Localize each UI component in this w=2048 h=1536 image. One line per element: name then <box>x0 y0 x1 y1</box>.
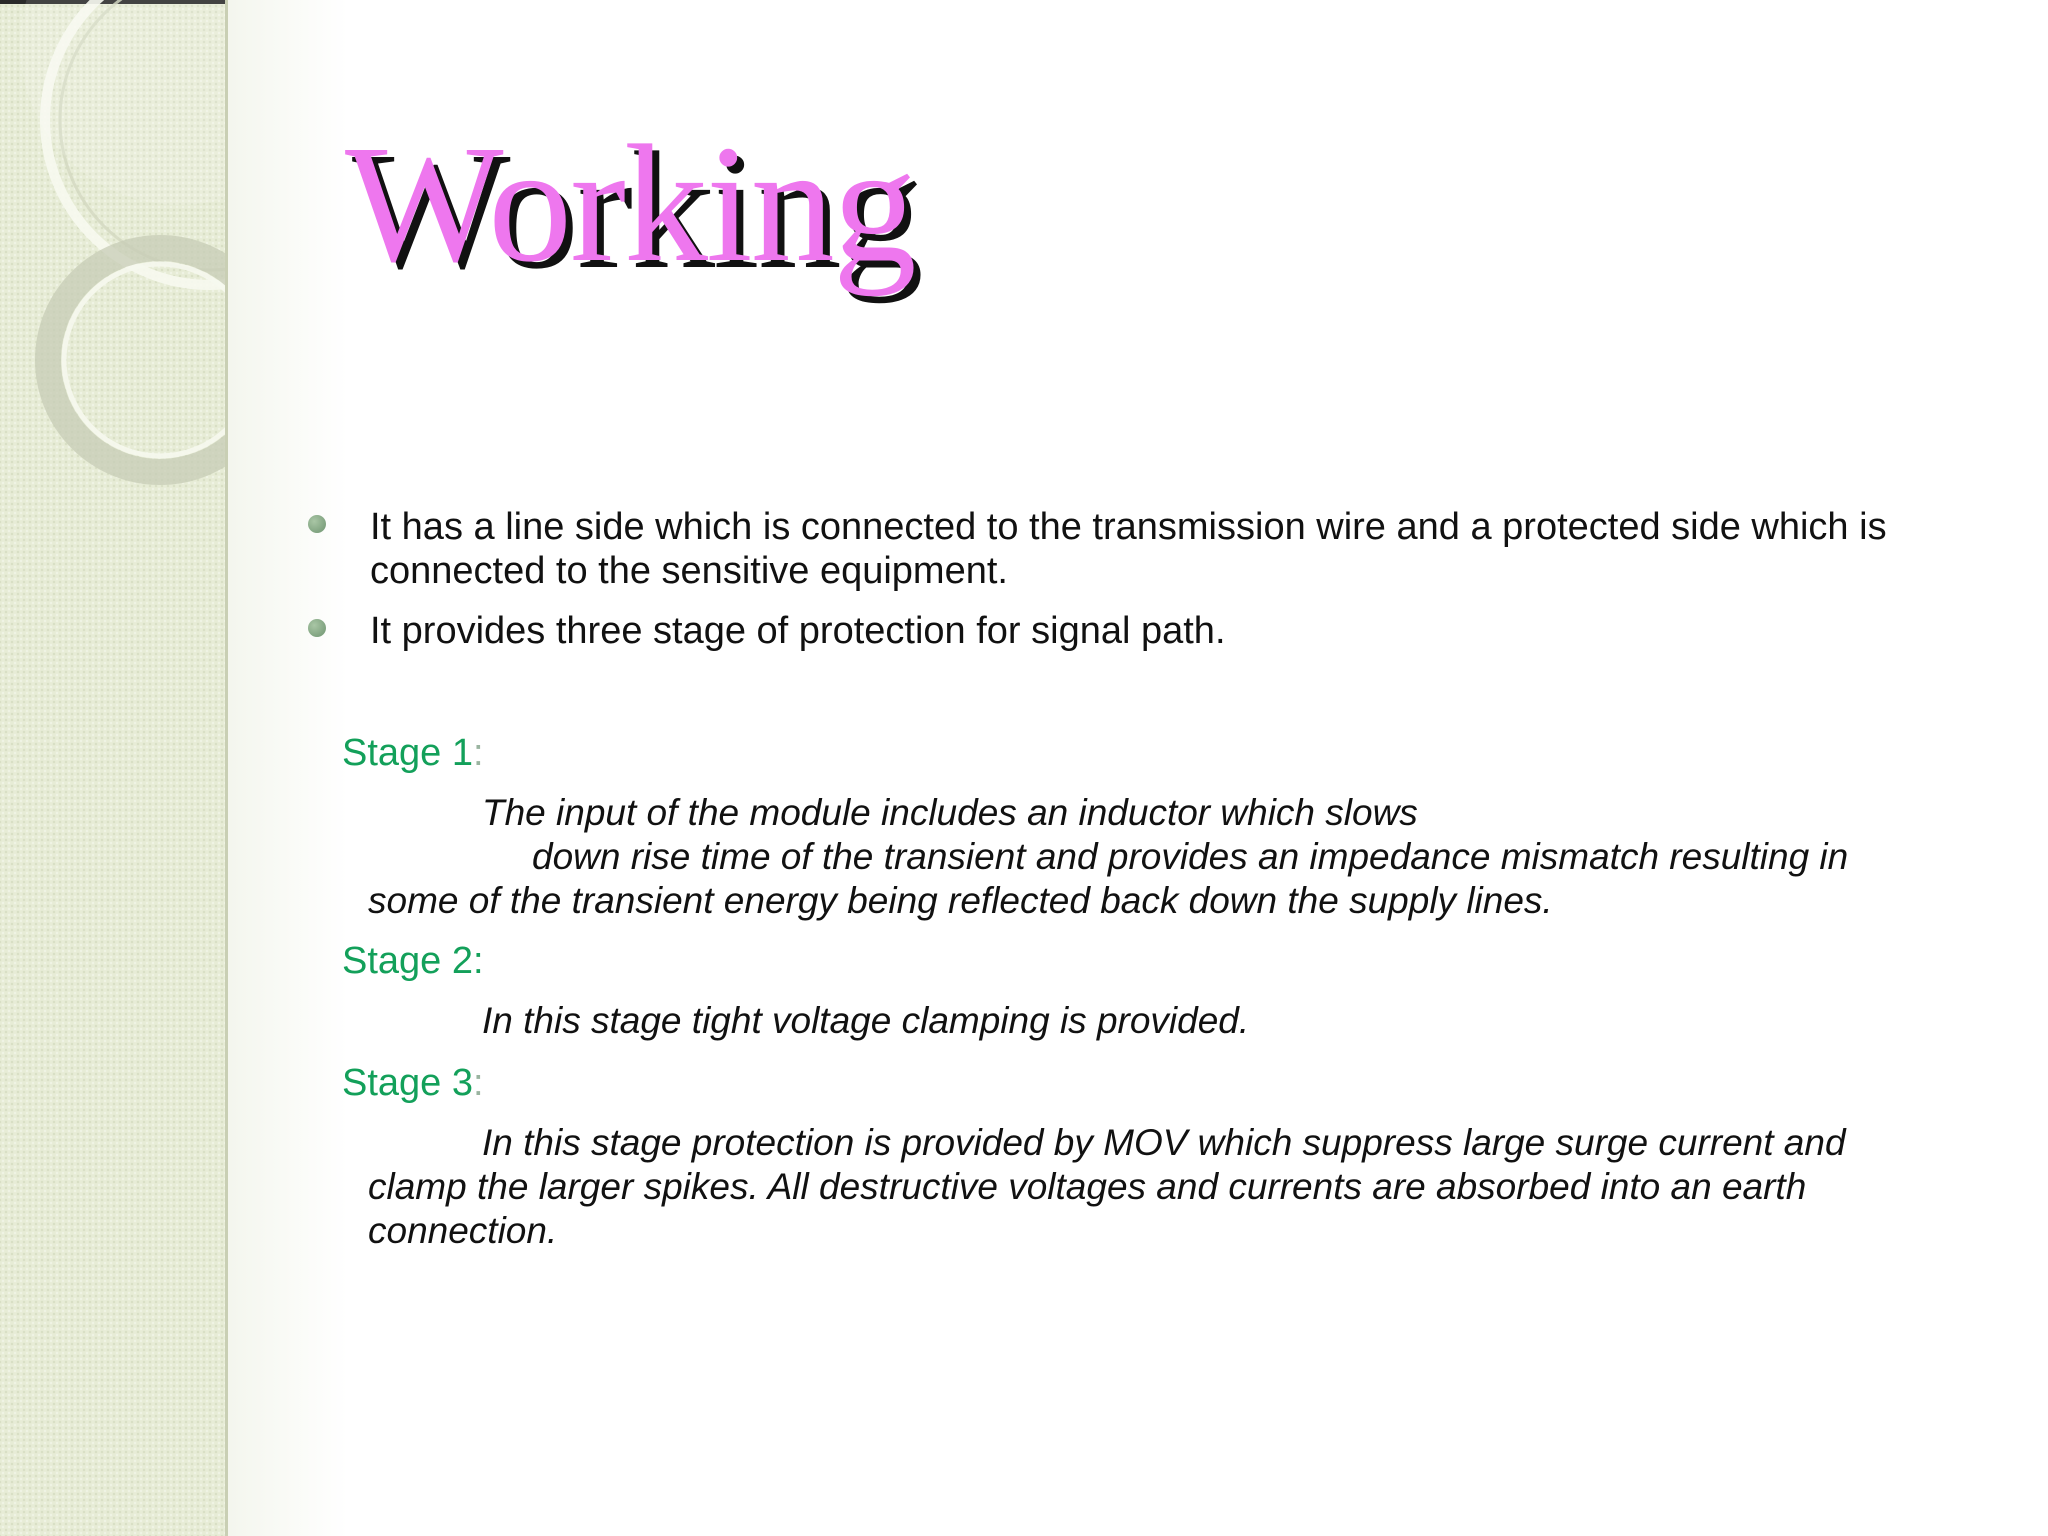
panel-gradient <box>228 0 348 1536</box>
bullet-dot-icon <box>308 515 326 533</box>
bullet-list <box>300 505 1940 669</box>
slide-title: Working <box>345 111 915 297</box>
stage-1-description <box>368 791 1948 923</box>
stage-label-text: Stage 2: <box>342 940 484 982</box>
stage-text-line: The input of the module includes an inductor which slows <box>482 792 1418 833</box>
decorative-side-panel <box>0 0 228 1536</box>
bullet-item <box>300 609 1940 653</box>
bullet-dot-icon <box>308 619 326 637</box>
bullet-text: It has a line side which is connected to the transmission wire and a protected side which is connected to the sensitive equipment. <box>370 506 1887 592</box>
bullet-text: It provides three stage of protection for signal path. <box>370 610 1226 652</box>
stage-text-line: clamp the larger spikes. All destructive voltages and currents are absorbed into an earth <box>368 1166 1807 1207</box>
stage-3-description <box>368 1121 1948 1253</box>
stage-text-line: some of the transient energy being reflected back down the supply lines. <box>368 880 1553 921</box>
stage-label-text: Stage 3 <box>342 1062 473 1104</box>
stage-text-line: down rise time of the transient and provides an impedance mismatch resulting in <box>532 836 1849 877</box>
stage-text-line: In this stage protection is provided by MOV which suppress large surge current and <box>482 1122 1846 1163</box>
stage-label-colon: : <box>473 732 484 774</box>
stage-label-text: Stage 1 <box>342 732 473 774</box>
stage-text-line: In this stage tight voltage clamping is provided. <box>482 1000 1250 1041</box>
stage-3-label <box>342 1061 484 1105</box>
bullet-item <box>300 505 1940 593</box>
stage-2-label <box>342 939 484 983</box>
stage-2-description <box>368 999 1948 1043</box>
stage-text-line: connection. <box>368 1210 558 1251</box>
decorative-rings <box>0 0 228 520</box>
stage-1-label <box>342 731 484 775</box>
stage-label-colon: : <box>473 1062 484 1104</box>
